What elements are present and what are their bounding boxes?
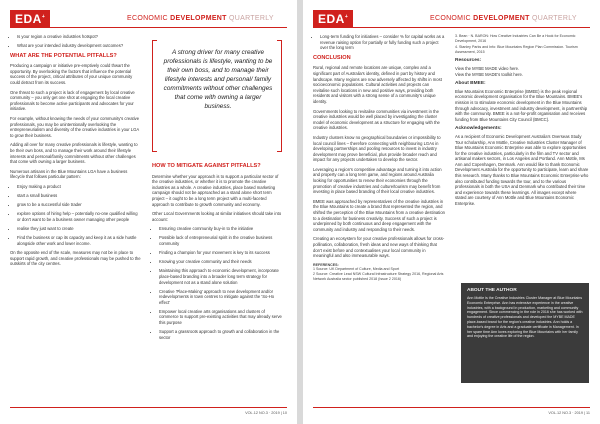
reference-item: 2 Source: Creative Lead NSW Cultural Infrastructure Strategy 2016, Regional Arts Network Australia sector published 2018 (Issue 2 2016) [313, 271, 444, 281]
list-item: • Find the business or cap its capacity and keep it as a side hustle alongside other work and lower income. [17, 235, 142, 246]
list-item: • explore options of hiring help – potentially no-one qualified willing or don't want to be a business owner managing other people [17, 211, 142, 222]
list-item: • start a small business [17, 193, 142, 199]
paragraph: Blue Mountains Economic Enterprise (BMEE) is the peak regional economic development organisation for the Blue Mountains. BMEE's mission is to stimulate economic development in the Blue Mountains through advocacy, investment and industry development, in partnership with the community. BMEE is a not-for-profit organisation and receives funding from Blue Mountains City Council (BMCC). [455, 88, 588, 122]
list-item: • Finding a champion for your movement is key to its success [159, 250, 284, 256]
list-item: • Maintaining this approach to economic development, incorporate place-based branding into a broader long term strategy for development not as a stand alone solution [159, 268, 284, 285]
list-item: • Support a grassroots approach to growth and collaboration in the sector [159, 329, 284, 340]
left-column-2 [152, 160, 284, 344]
paragraph: Rural, regional and remote locations are unique, complex and a significant part of Australia's identity, defined in part by history and landscape. Many regions are now adversely affected by shifts in most socioeconomic populations. Cultural activities and projects can revitalise such locations in new and positive ways, providing both residents and visitors with a strong sense of a community's unique identity. [313, 65, 442, 104]
list-item: • Long-term funding for initiatives – consider % for capital works as a revenue raising option for partially or fully funding such a project over the long term [320, 34, 445, 51]
list-item: • Enjoy making a product [17, 184, 142, 190]
paragraph: Governments looking to revitalise communities via investment in the creative industries would be well placed by investigating the cluster model of economic development as a structure for engaging with the creative industries. [313, 108, 440, 131]
list-item: • What are your intended industry development outcomes? [17, 43, 142, 49]
reference-item: 3. Bean · N. BARON: How Creative Industries Can Be a Hook for Economic Development, 2016 [455, 34, 576, 43]
list-item: • grow to be a successful side trader [17, 202, 142, 208]
eda-logo: EDA+ [10, 10, 50, 27]
list-item: • Ensuring creative community buy-in to the initiative [159, 226, 284, 232]
quote-bracket-left [152, 40, 157, 152]
list-item: • Creative 'Place-Making' approach to new development and/or redevelopments in town centres to mitigate against the 'So-Ho effect' [159, 289, 284, 306]
paragraph: One threat to such a project is lack of engagement by local creative community – you only get one shot at engaging the local creative professionals to become active participants and advocates for your initiative. [10, 89, 135, 112]
page-header [303, 0, 600, 30]
references-label: REFERENCES: [313, 262, 339, 267]
paragraph: BMEE was approached by representatives of the creative industries in the Blue Mountains to create a brand that represented the region, and shifted the perception of the Blue Mountains from a creative destination to a destination for business creativity. Success of such a project is underpinned by both continuous and deep engagement with the community and industry and responding to their needs. [313, 198, 445, 232]
resource-link[interactable]: View the MYBE MADE video here. [455, 65, 520, 71]
paragraph: Producing a campaign or initiative pre-emptively could thwart the opportunity. By overlooking the factors that influence the potential success of the project, critical attributes of your unique community could detract from its success. [10, 63, 133, 86]
footer-rule [10, 407, 287, 408]
lifecycle-bullets [10, 184, 142, 246]
reference-item: 1 Source: UK Department of Culture, Media and Sport [313, 267, 400, 272]
eda-logo: EDA+ [313, 10, 353, 27]
pull-quote [152, 40, 282, 150]
page-header [0, 0, 297, 30]
reference-item: 4. Stanley Parks and Info: Blue Mountains Region Plan Commission. Tourism Assessment, 2015 [455, 45, 578, 54]
header-rule [313, 27, 590, 28]
section-heading: WHAT ARE THE POTENTIAL PITFALLS? [10, 52, 117, 59]
list-item: • Possible lack of entrepreneurial spirit in the creative business community [159, 235, 284, 246]
about-author-box [461, 283, 589, 383]
footer-rule [313, 407, 590, 408]
publication-title: ECONOMIC DEVELOPMENT QUARTERLY [127, 15, 274, 22]
resource-link[interactable]: View the MYBE MADE's toolkit here. [455, 71, 523, 77]
paragraph: Industry clusters know no geographical boundaries or impossibility to local council lines – therefore connecting with neighbouring LGAs in developing partnerships and pooling resources to invest in industry development may prove beneficial, plus provide broader reach and impact for any projects undertaken to develop the sector. [313, 134, 441, 163]
publication-title: ECONOMIC DEVELOPMENT QUARTERLY [430, 15, 577, 22]
header-rule [10, 27, 287, 28]
list-item: • Empower local creative arts organisations and clusters of commerce to support pre-existing activities that may already serve this purpose [159, 309, 284, 326]
right-column-2 [455, 34, 589, 211]
list-item: • Is your region a creative industries hotspot? [17, 34, 142, 40]
about-author-text: Ann Mottle is the Creative Industries Cluster Manager at Blue Mountains Economic Enterprise. Ann has extensive experience in the creative industries, with a background in production, marketing and community engagement. Since commencing in the role in 2016 she has worked with hundreds of creative professionals and developed the MYBE MADE place-based brand for the region's creative industries. Ann holds a bachelor's degree in Arts and a graduate certificate in Management. In her spare time Ann loves exploring the Blue Mountains with her family and enjoying the creative life of the region. [467, 296, 583, 339]
about-author-heading: ABOUT THE AUTHOR [467, 288, 517, 293]
quote-text: A strong driver for many creative professionals is lifestyle, wanting to be their own boss, and to manage their lifestyle interests and personal/ family commitments without other challenges that come with owning a larger business. [163, 49, 273, 110]
left-page [0, 0, 297, 424]
paragraph: For example, without knowing the needs of your community's creative professionals, you may be unintentionally overlooking the entrepreneurialism and diversity of the creative industries in your LGA to grow their business. [10, 116, 140, 138]
paragraph: On the opposite end of the scale, measures may not be in place to support rapid growth, and creative professionals may be pushed to the outskirts of the city centres. [10, 250, 141, 267]
section-heading: CONCLUSION [313, 54, 351, 61]
paragraph: Adding all over for many creative professionals is lifestyle, wanting to be their own boss, and to manage their work around their lifestyle interests and personal/family commitments without other challenges that come with owning a larger business. [10, 142, 138, 165]
intro-bullets [10, 34, 142, 49]
paragraph: Other Local Governments looking at similar initiatives should take into account: [152, 211, 282, 222]
paragraph: Numerous artisans in the Blue Mountains LGA have a business lifecycle that follows particular pattern: [10, 168, 128, 180]
funding-bullets [313, 34, 445, 51]
list-item: • Knowing your creative community and their needs [159, 259, 284, 265]
left-column-1 [10, 34, 142, 271]
page-footer: VOL.12 NO.3 · 2019 | 11 [548, 411, 590, 415]
page-footer: VOL.12 NO.3 · 2019 | 10 [245, 411, 287, 415]
about-heading: About BMEE: [455, 81, 486, 87]
mitigation-bullets [152, 226, 284, 340]
section-heading: HOW TO MITIGATE AGAINST PITFALLS? [152, 163, 261, 169]
paragraph: As a recipient of Economic Development Australia's Overseas Study Tour scholarship, Ann Mottle, Creative Industries Cluster Manager of Blue Mountains Economic Enterprise was able to explore opportunities for the creative industries, particularly in the film and TV sector and artisanal makers sectors, in Los Angeles and Portland. Ann Mottle, Ms Ann and Copenhagen, Denmark. Ann would like to thank Economic Development Australia for the opportunity to participate, learn and share this research. Many thanks to Blue Mountains Economic Enterprise who also contributed funding towards the tour, and to the various professionals in both the USA and Denmark who contributed their time and experience towards these learnings. All images except where stated are courtesy of Ann Mottle and Blue Mountains Economic Enterprise. [455, 133, 589, 207]
right-column-1 [313, 34, 445, 281]
resources-heading: Resources: [455, 58, 482, 64]
acknowledgements-heading: Acknowledgements: [455, 126, 502, 132]
paragraph: Leveraging a region's competitive advantage and turning it into action and property can a long term game, and regions around Australia looking for opportunities to renew their economies through the promotion of creative industries and culture/tourism may benefit from investing in place based branding of their local creative industries. [313, 166, 442, 195]
paragraph: Creating an ecosystem for your creative professionals allows for cross-pollination, collaboration, fresh ideas and new ways of thinking that don't exist before and contextualises your local community in meaningful and also immeasurable ways. [313, 236, 445, 259]
quote-bracket-right [277, 40, 282, 152]
right-page [303, 0, 600, 424]
paragraph: Determine whether your approach is to support a particular sector of the creative industries, or whether it is to promote the creative industries as a whole. A creative industries, place based marketing campaign should not be approached as a stand alone short term project – it ought to be a long term project with a multi-faceted approach to contribute to growth community and economy. [152, 173, 279, 207]
list-item: • realise they just want to create [17, 226, 142, 232]
